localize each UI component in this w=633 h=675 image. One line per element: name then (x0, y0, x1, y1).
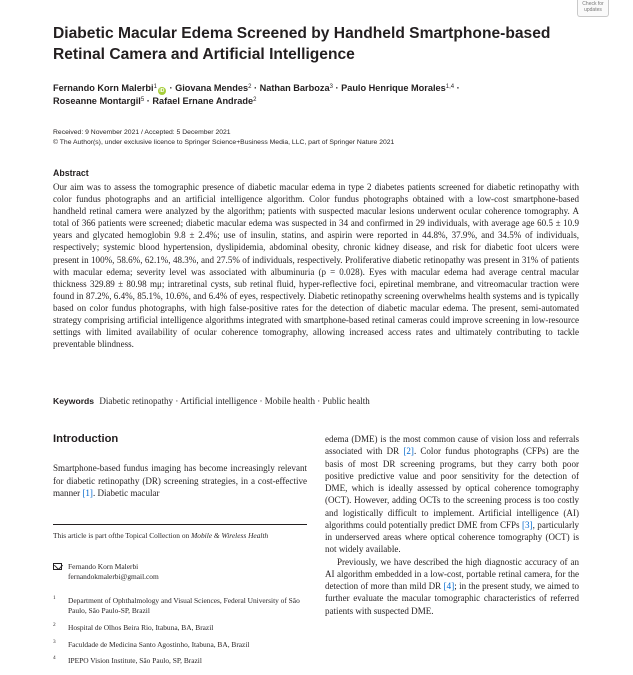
citation-link[interactable]: [1] (82, 488, 93, 499)
affiliation-number: 2 (53, 622, 56, 628)
citation-link[interactable]: [3] (522, 519, 533, 530)
topical-note-text: This article is part ofthe Topical Collection on (53, 531, 192, 540)
affiliation-item (53, 623, 307, 633)
author-name[interactable]: Roseanne Montargil (53, 96, 141, 106)
keyword: Mobile health (264, 396, 316, 406)
author-affiliation: 2 (253, 97, 257, 103)
author-name[interactable]: Paulo Henrique Morales (341, 83, 446, 93)
abstract-text: Our aim was to assess the tomographic presence of diabetic macular edema in type 2 diabetes patients screened for diabetic retinopathy with color fundus photographs and an artificial intelligence algorithm. Color fundus photographs obtained with a low-cost smartphone-based handheld retinal camera were analyzed by the algorithm; patients with suspected macular lesions underwent ocular coherence tomography. A total of 366 patients were screened; diabetic macular edema was suspected in 34 and confirmed in 29 individuals, with average age 60.5 ± 10.9 years and glycated hemoglobin 9.8 ± 2.4%; use of insulin, statins, and aspirin were reported in 44.8%, 37.9%, and 34.5% of individuals, respectively; systemic blood hypertension, dyslipidemia, abdominal obesity, chronic kidney disease, and risk for diabetic foot ulcers were present in 100%, 58.6%, 62.1%, 48.3%, and 27.5% of individuals, respectively. Proliferative diabetic retinopathy was present in 31% of patients with macular edema; severity level was associated with albuminuria (p = 0.028). Eyes with macular edema had average central macular thickness 329.89 ± 80.98 mμ; intraretinal cysts, sub retinal fluid, hyper-reflective foci, epiretinal membrane, and vitreomacular traction were found in 87.2%, 6.4%, 85.1%, 10.6%, and 6.4% of eyes, respectively. Diabetic retinopathy screening overwhelms health systems and is typically based on color fundus photographs, with high false-positive rates for the detection of diabetic macular edema. The present, semi-automated strategy comprising artificial intelligence algorithms integrated with smartphone-based retinal cameras could improve screening in low-resource settings with limited availability of ocular coherence tomography, allowing increased access rates and ultimately contributing to tackle preventable blindness. (53, 182, 579, 350)
affiliation-text: Faculdade de Medicina Santo Agostinho, Itabuna, BA, Brazil (68, 640, 250, 649)
author-affiliation: 2 (248, 84, 252, 90)
intro-paragraph (325, 556, 579, 617)
author-name[interactable]: Rafael Ernane Andrade (152, 96, 254, 106)
affiliation-text: Department of Ophthalmology and Visual Sciences, Federal University of São Paulo, São Paulo-SP, Brazil (68, 596, 300, 615)
abstract-heading: Abstract (53, 168, 89, 178)
keyword: Public health (322, 396, 370, 406)
article-title: Diabetic Macular Edema Screened by Handheld Smartphone-based Retinal Camera and Artificial Intelligence (53, 25, 551, 63)
intro-text-part: edema (DME) is the most common cause of vision loss and referrals associated with DR (325, 434, 579, 457)
introduction-heading: Introduction (53, 433, 119, 445)
affiliation-item (53, 596, 307, 616)
citation-link[interactable]: [4] (443, 581, 455, 591)
copyright-line: © The Author(s), under exclusive licence to Springer Science+Business Media, LLC, part of Springer Nature 2021 (53, 139, 395, 146)
affiliation-item (53, 640, 307, 650)
keyword: Diabetic retinopathy (99, 396, 174, 406)
author-name[interactable]: Nathan Barboza (259, 83, 330, 93)
keyword: Artificial intelligence (180, 396, 258, 406)
author-affiliation: 5 (140, 97, 145, 103)
intro-text-part: . Color fundus photographs (CFPs) are the basis of most DR screening programs, but they carry both poor positive predictive value and poor sensitivity for the detection of DME, which is ideally assessed by optical coherence tomography (OCT). However, adding OCTs to the screening process is too costly and logistically difficult to implement. Artificial intelligence (AI) algorithms could potentially predict DME from CFPs (325, 446, 579, 530)
check-for-updates-label: Check for updates (582, 1, 604, 13)
topical-collection-note (53, 531, 307, 541)
author-name[interactable]: Giovana Mendes (175, 83, 249, 93)
intro-paragraph (325, 433, 579, 556)
intro-text-part: ; in the present study, we aimed to further evaluate the macular tomographic characteristics of referred patients with suspected DME. (325, 581, 579, 616)
corresponding-author (53, 562, 307, 582)
intro-text-part: Smartphone-based fundus imaging has become increasingly relevant for diabetic retinopathy (DR) screening strategies, in a cost-effective manner (53, 463, 307, 499)
affiliation-text: Hospital de Olhos Beira Rio, Itabuna, BA, Brazil (68, 623, 214, 632)
affiliation-text: IPEPO Vision Institute, São Paulo, SP, Brazil (68, 656, 202, 665)
orcid-icon[interactable]: iD (159, 88, 165, 94)
citation-link[interactable]: [2] (403, 446, 414, 457)
intro-text-part: , particularly in underserved areas where optical coherence tomography (OCT) is not widely available. (325, 519, 579, 555)
introduction-right-column (325, 433, 579, 617)
envelope-icon (53, 563, 62, 570)
author-name[interactable]: Fernando Korn Malerbi (53, 83, 154, 93)
topical-collection-name: Mobile & Wireless Health (191, 531, 269, 540)
received-accepted-dates: Received: 9 November 2021 / Accepted: 5 December 2021 (53, 129, 231, 136)
introduction-left-text (53, 462, 307, 500)
check-for-updates-badge[interactable] (577, 0, 609, 17)
article-dates (53, 128, 573, 148)
intro-text-part: . Diabetic macular (92, 488, 160, 499)
affiliation-item (53, 656, 307, 666)
affiliation-number: 1 (53, 595, 56, 601)
author-affiliation: 1 (153, 84, 157, 90)
affiliation-number: 3 (53, 639, 56, 645)
footnote-divider (53, 524, 307, 525)
author-list: Fernando Korn Malerbi$^1$iD · Giovana Mendes$^2$ · Nathan Barboza$^3$ · Paulo Henrique Morales$^{1,4}$ · Roseanne Montargil$^5$ · Rafael Ernane Andrade$^2$ (53, 83, 460, 106)
author-affiliation: 1,4 (445, 84, 455, 90)
corresponding-author-email[interactable]: fernandokmalerbi@gmail.com (68, 571, 159, 581)
author-affiliation: 3 (329, 84, 333, 90)
corresponding-author-name: Fernando Korn Malerbi (68, 562, 139, 571)
keywords: Keywords Diabetic retinopathy · Artificial intelligence · Mobile health · Public health (53, 396, 370, 406)
affiliation-number: 4 (53, 655, 56, 661)
intro-text-part: Previously, we have described the high diagnostic accuracy of an AI algorithm embedded in a low-cost, portable retinal camera, for the detection of more than mild DR (325, 556, 579, 591)
keywords-label: Keywords (53, 396, 95, 406)
